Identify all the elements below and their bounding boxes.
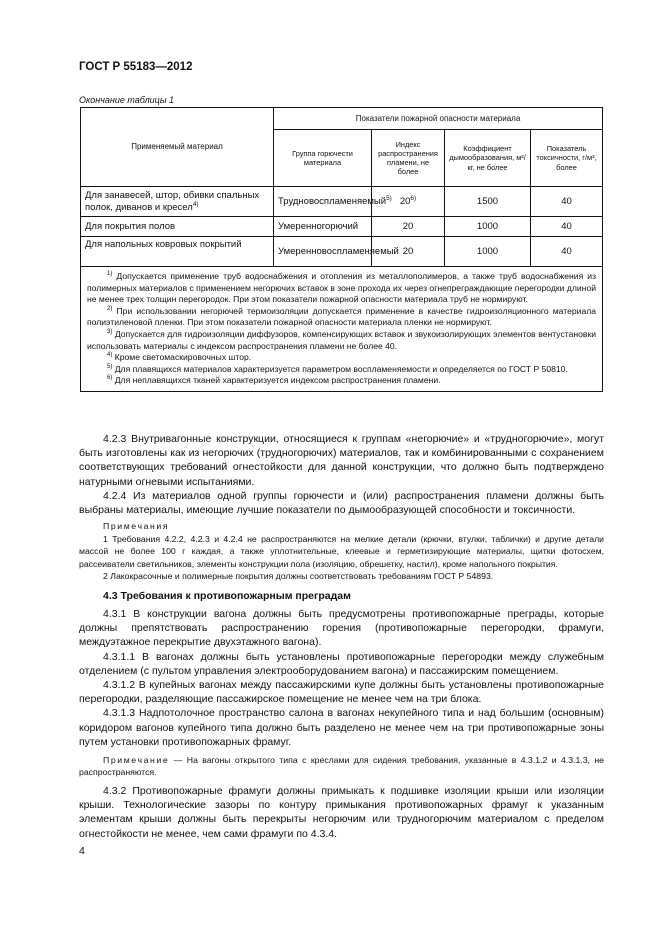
row-group: Умеренновоспламеняемый	[274, 237, 372, 267]
paragraph-4-3-1: 4.3.1 В конструкции вагона должны быть предусмотрены противопожарные преграды, которые должны препятствовать распространению горения (противопожарные перегородки, фрамуги, междуэтажное перекрытие двухэтажного вагона).	[79, 607, 604, 649]
section-heading-4-3: 4.3 Требования к противопожарным преградам	[103, 589, 351, 602]
table-row	[81, 217, 603, 237]
page-number: 4	[79, 845, 85, 857]
row-smoke: 1000	[445, 217, 531, 237]
note-2: 2 Лакокрасочные и полимерные покрытия должны соответствовать требованиям ГОСТ Р 54893.	[103, 571, 494, 582]
col-tox-header: Показатель токсичности, г/м³, более	[531, 130, 603, 187]
col-material-header: Применяемый материал	[81, 108, 274, 187]
row-index: 20	[372, 237, 445, 267]
footnote: $^{3)}$ Допускается для гидроизоляции диффузоров, компенсирующих вставок и звукоизолирующих элементов вентустановки использовать материалы с индексом распространения пламени не более 40.	[87, 328, 597, 351]
paragraph-4-3-1-3: 4.3.1.3 Надпотолочное пространство салона в вагонах некупейного типа и над большим (основным) коридором вагонов купейного типа должно быть разделено не менее чем на три противопожарные зоны путем установки противопожарных фрамуг.	[79, 707, 604, 748]
footnote: $^{1)}$ Допускается применение труб водоснабжения и отопления из металлополимеров, а также труб водоснабжения из полимерных материалов с применением негорючих вставок в зоне прохода их через огнепреграждающие перегородки длиной не менее трех толщин перегородок. При этом показатели пожарной опасности материала труб не нормируют.	[87, 271, 597, 305]
row-material: Для занавесей, штор, обивки спальных полок, диванов и кресел$^{4)}$	[81, 187, 274, 217]
col-smoke-header: Коэффициент дымообразования, м²/кг, не более	[445, 130, 531, 187]
note-3: Примечание — На вагоны открытого типа с креслами для сидения требования, указанные в 4.3.1.2 и 4.3.1.3, не распространяются.	[79, 754, 604, 778]
footnote: $^{5)}$ Для плавящихся материалов характеризуется параметром воспламеняемости и определяется по ГОСТ Р 50810.	[107, 363, 568, 374]
note-1: 1 Требования 4.2.2, 4.2.3 и 4.2.4 не распространяются на мелкие детали (крючки, втулки, таблички) и другие детали массой не более 100 г каждая, а также уплотнительные, клеевые и герметизирующие материалы, щитки фотосхем, рассеиватели светильников, элементы конструкции пола (изоляцию, обрешетку, настил), кроме напольного покрытия.	[79, 533, 604, 569]
row-group: Умеренногорючий	[274, 217, 372, 237]
paragraph-4-2-3: 4.2.3 Внутривагонные конструкции, относящиеся к группам «негорючие» и «трудногорючие», могут быть изготовлены как из негорючих (трудногорючих) материалов, так и комбинированными с сохранением соответствующих требований огнестойкости для данной конструкции, что должно быть подтверждено натурными огневыми испытаниями.	[79, 433, 604, 488]
table-row	[81, 187, 603, 217]
row-group: Трудновоспламеняемый$^{5)}$	[274, 187, 372, 217]
row-tox: 40	[531, 187, 603, 217]
table-footnotes	[81, 267, 603, 392]
row-smoke: 1500	[445, 187, 531, 217]
paragraph-4-3-1-2: 4.3.1.2 В купейных вагонах между пассажирскими купе должны быть установлены противопожарные перегородки, разделяющие пассажирское помещение не менее чем на три блока.	[79, 678, 604, 706]
table-row	[81, 237, 603, 267]
row-index: 20$^{6)}$	[372, 187, 445, 217]
col-group-header: Группа горючести материала	[274, 130, 372, 187]
row-tox: 40	[531, 237, 603, 267]
paragraph-4-3-1-1: 4.3.1.1 В вагонах должны быть установлены противопожарные перегородки между служебным отделением (с пультом управления электрооборудованием вагона) и пассажирским помещением.	[79, 650, 604, 677]
footnote: $^{4)}$ Кроме светомаскировочных штор.	[107, 352, 252, 363]
standard-code: ГОСТ Р 55183—2012	[79, 61, 193, 73]
group-header: Показатели пожарной опасности материала	[274, 108, 603, 130]
notes-title: Примечания	[103, 521, 170, 532]
row-tox: 40	[531, 217, 603, 237]
footnote: $^{2)}$ При использовании негорючей термоизоляции допускается применение в качестве гидроизоляционного материала полиэтиленовой пленки. При этом показатели пожарной опасности материала пленки не нормируют.	[87, 305, 597, 328]
table-caption: Окончание таблицы 1	[79, 95, 174, 105]
row-index: 20	[372, 217, 445, 237]
paragraph-4-3-2: 4.3.2 Противопожарные фрамуги должны примыкать к подшивке изоляции крыши или изоляции крыши. Технологические зазоры по контуру примыкания противопожарных фрамуг к указанным элементам крыши должны быть перекрыты негорючим или трудногорючим материалом с пределом огнестойкости не менее, чем сами фрамуги по 4.3.4.	[79, 784, 604, 840]
row-material: Для покрытия полов	[81, 217, 274, 237]
footnote: $^{6)}$ Для неплавящихся тканей характеризуется индексом распространения пламени.	[107, 375, 441, 386]
row-smoke: 1000	[445, 237, 531, 267]
fire-hazard-table	[80, 107, 603, 392]
body-text	[79, 432, 604, 841]
paragraph-4-2-4: 4.2.4 Из материалов одной группы горючести и (или) распространения пламени должны быть выбраны материалы, имеющие лучшие показатели по дымообразующей способности и токсичности.	[79, 489, 604, 517]
col-index-header: Индекс распространения пламени, не более	[372, 130, 445, 187]
row-material: Для напольных ковровых покрытий	[81, 237, 274, 267]
